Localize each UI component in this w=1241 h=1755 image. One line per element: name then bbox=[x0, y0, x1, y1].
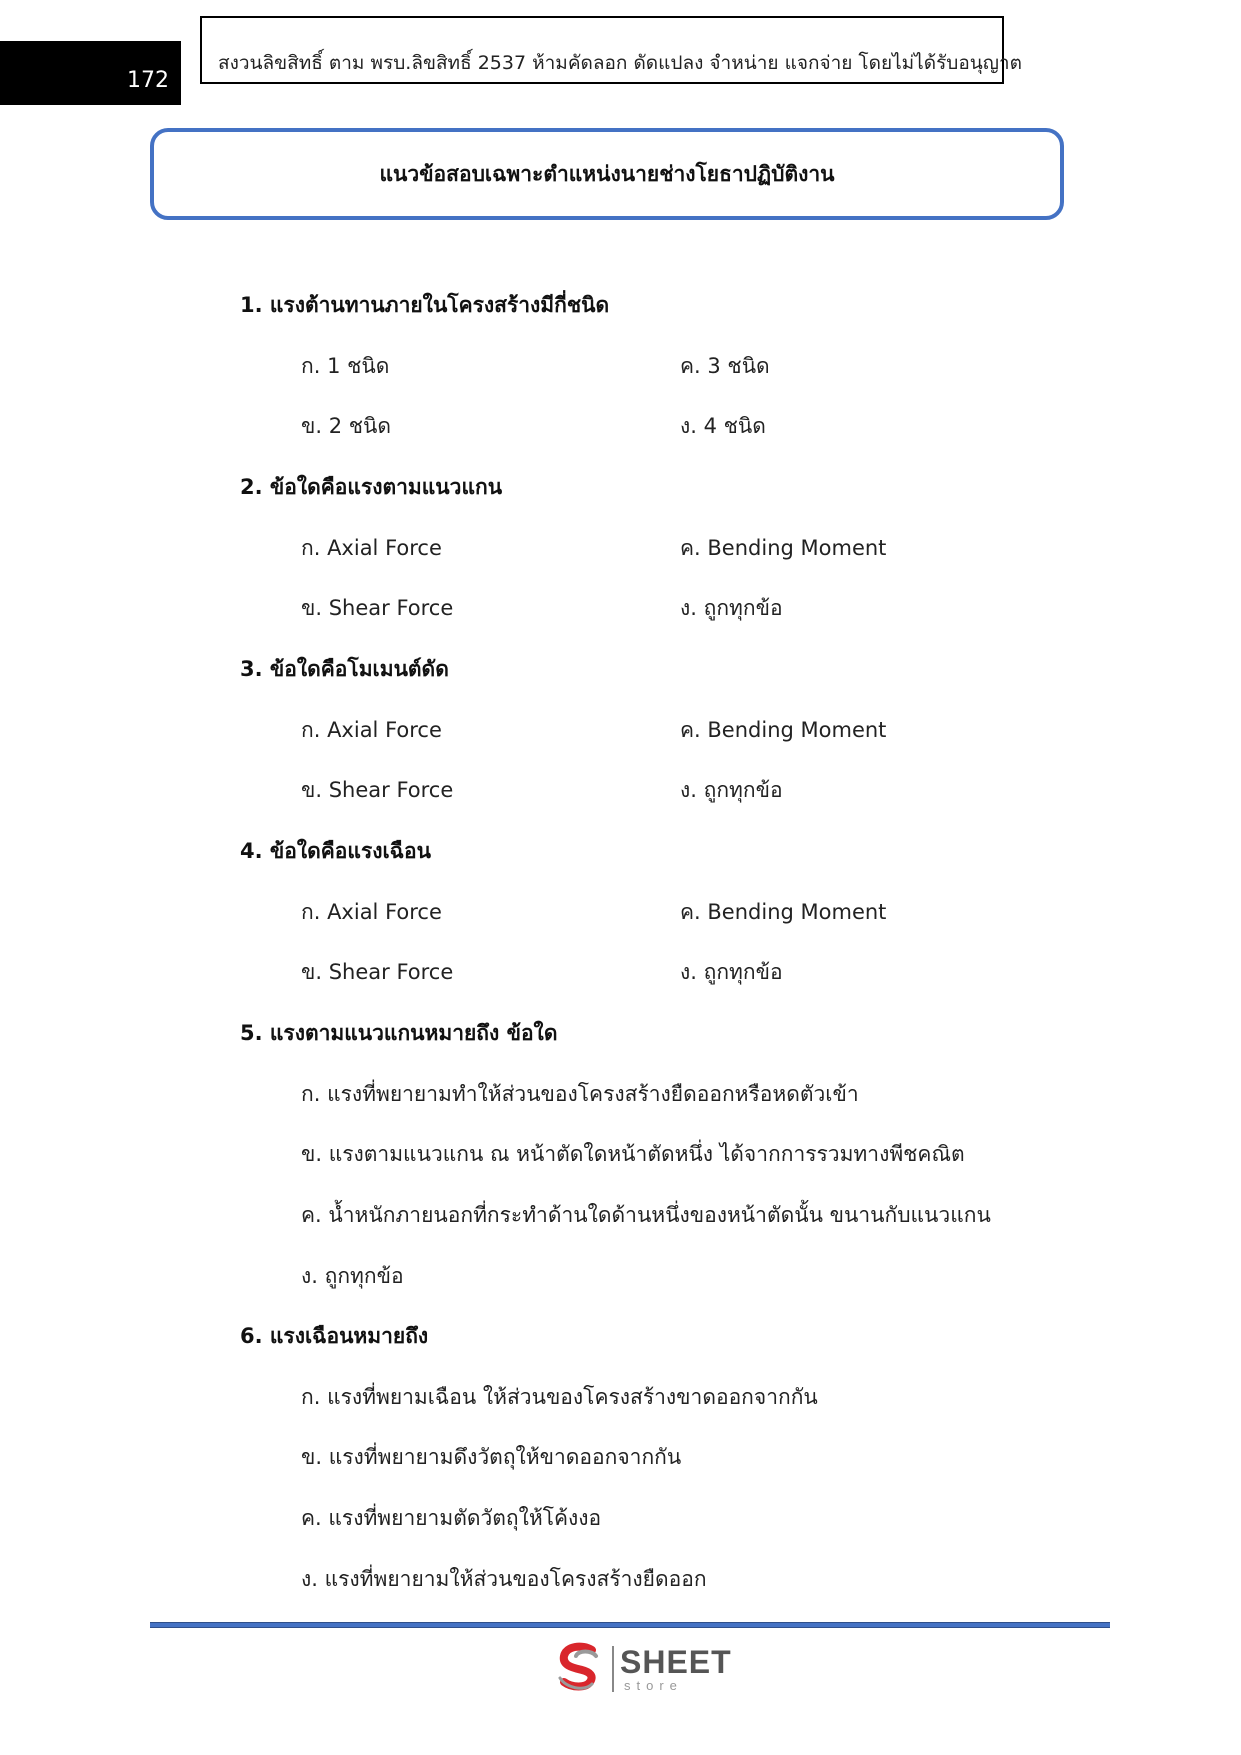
q5-option-d: ง. ถูกทุกข้อ bbox=[301, 1264, 404, 1288]
question-6: 6. แรงเฉือนหมายถึง bbox=[240, 1324, 429, 1348]
q4-option-a: ก. Axial Force bbox=[301, 900, 442, 924]
q6-option-d: ง. แรงที่พยายามให้ส่วนของโครงสร้างยืดออก bbox=[301, 1567, 707, 1591]
q3-option-a: ก. Axial Force bbox=[301, 718, 442, 742]
logo-text: SHEET bbox=[620, 1644, 732, 1680]
q6-option-c: ค. แรงที่พยายามตัดวัตถุให้โค้งงอ bbox=[301, 1506, 602, 1530]
footer-divider bbox=[150, 1622, 1110, 1628]
q1-option-b: ข. 2 ชนิด bbox=[301, 414, 391, 438]
question-4: 4. ข้อใดคือแรงเฉือน bbox=[240, 839, 431, 863]
q4-option-b: ข. Shear Force bbox=[301, 960, 454, 984]
question-3: 3. ข้อใดคือโมเมนต์ดัด bbox=[240, 657, 449, 681]
copyright-text: สงวนลิขสิทธิ์ ตาม พรบ.ลิขสิทธิ์ 2537 ห้ามคัดลอก ดัดแปลง จำหน่าย แจกจ่าย โดยไม่ได้รับอนุญาต bbox=[218, 52, 1022, 74]
q4-option-d: ง. ถูกทุกข้อ bbox=[680, 960, 783, 984]
logo-subtext: store bbox=[624, 1678, 683, 1693]
q4-option-c: ค. Bending Moment bbox=[680, 900, 887, 924]
sheet-store-logo bbox=[552, 1640, 732, 1696]
q2-option-d: ง. ถูกทุกข้อ bbox=[680, 596, 783, 620]
question-5: 5. แรงตามแนวแกนหมายถึง ข้อใด bbox=[240, 1021, 558, 1045]
logo-separator bbox=[612, 1646, 614, 1692]
q3-option-b: ข. Shear Force bbox=[301, 778, 454, 802]
page-title: แนวข้อสอบเฉพาะตำแหน่งนายช่างโยธาปฏิบัติงาน bbox=[379, 161, 835, 186]
question-1: 1. แรงต้านทานภายในโครงสร้างมีกี่ชนิด bbox=[240, 293, 610, 317]
q1-option-d: ง. 4 ชนิด bbox=[680, 414, 766, 438]
q1-option-c: ค. 3 ชนิด bbox=[680, 354, 770, 378]
q5-option-c: ค. น้ำหนักภายนอกที่กระทำด้านใดด้านหนึ่งของหน้าตัดนั้น ขนานกับแนวแกน bbox=[301, 1203, 991, 1227]
q6-option-b: ข. แรงที่พยายามดึงวัตถุให้ขาดออกจากกัน bbox=[301, 1445, 682, 1469]
page-number-text: 172 bbox=[127, 68, 169, 93]
q1-option-a: ก. 1 ชนิด bbox=[301, 354, 390, 378]
q3-option-c: ค. Bending Moment bbox=[680, 718, 887, 742]
q3-option-d: ง. ถูกทุกข้อ bbox=[680, 778, 783, 802]
q5-option-b: ข. แรงตามแนวแกน ณ หน้าตัดใดหน้าตัดหนึ่ง ได้จากการรวมทางพีชคณิต bbox=[301, 1142, 965, 1166]
logo-s-icon bbox=[552, 1640, 608, 1696]
q2-option-c: ค. Bending Moment bbox=[680, 536, 887, 560]
q6-option-a: ก. แรงที่พยามเฉือน ให้ส่วนของโครงสร้างขาดออกจากกัน bbox=[301, 1385, 818, 1409]
q5-option-a: ก. แรงที่พยายามทำให้ส่วนของโครงสร้างยืดออกหรือหดตัวเข้า bbox=[301, 1082, 859, 1106]
question-2: 2. ข้อใดคือแรงตามแนวแกน bbox=[240, 475, 503, 499]
q2-option-a: ก. Axial Force bbox=[301, 536, 442, 560]
q2-option-b: ข. Shear Force bbox=[301, 596, 454, 620]
